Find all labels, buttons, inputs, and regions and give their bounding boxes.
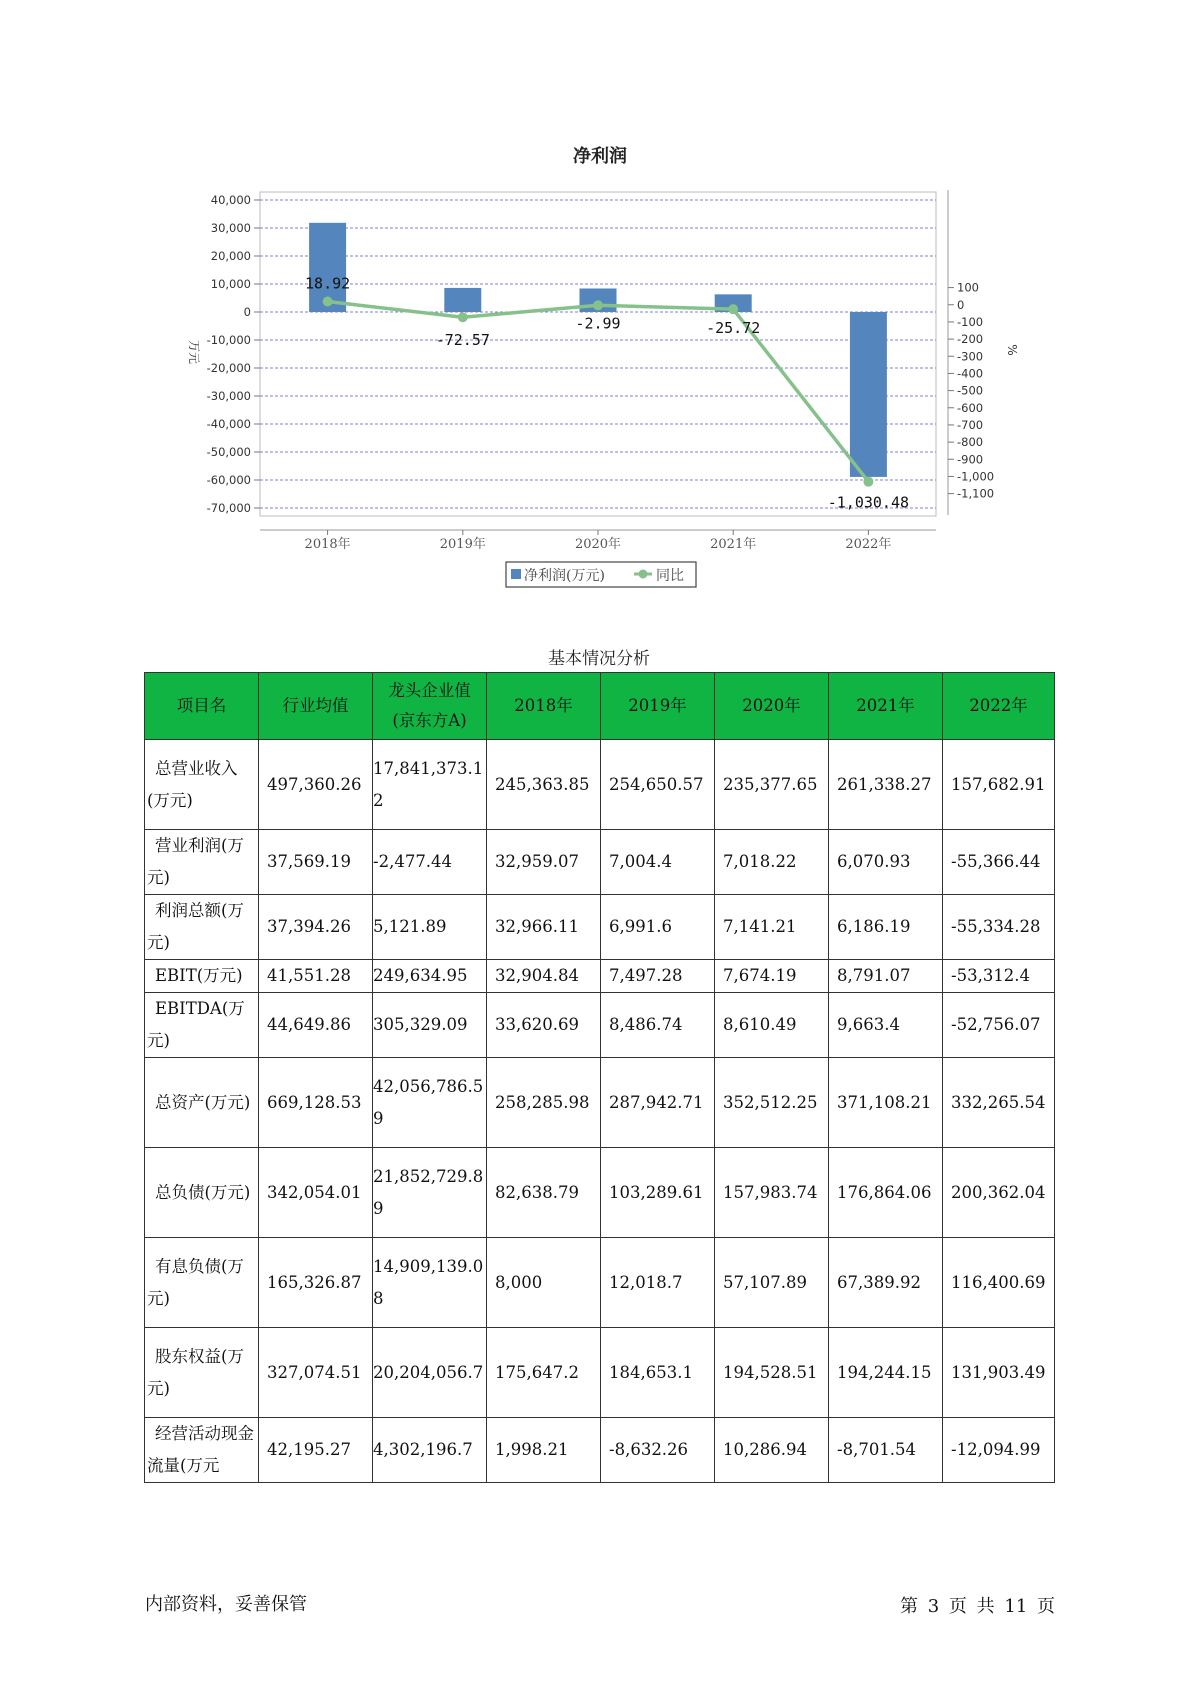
bar-2022年 [850, 312, 887, 477]
table-cell: 497,360.26 [259, 740, 373, 830]
table-cell: -55,334.28 [943, 895, 1055, 960]
row-label: 总营业收入(万元) [145, 740, 259, 830]
table-cell: 194,244.15 [829, 1328, 943, 1418]
yoy-point-2018年 [323, 297, 333, 307]
net-profit-chart [0, 0, 1191, 600]
table-cell: 7,018.22 [715, 830, 829, 895]
chart-legend [506, 562, 696, 587]
table-cell: 32,904.84 [487, 960, 601, 993]
y2-tick-label: 0 [957, 297, 965, 312]
y2-tick-label: -100 [957, 314, 984, 329]
y-tick-label: 20,000 [210, 249, 251, 263]
row-label: 营业利润(万元) [145, 830, 259, 895]
table-cell: 194,528.51 [715, 1328, 829, 1418]
plot-frame [260, 192, 936, 516]
y2-tick-label: -500 [957, 383, 984, 398]
table-cell: 7,141.21 [715, 895, 829, 960]
table-cell: 327,074.51 [259, 1328, 373, 1418]
yoy-point-2022年 [863, 477, 873, 487]
table-cell: 261,338.27 [829, 740, 943, 830]
table-cell: 131,903.49 [943, 1328, 1055, 1418]
table-cell: 7,674.19 [715, 960, 829, 993]
y2-tick-label: 100 [957, 280, 979, 295]
table-cell: 42,195.27 [259, 1418, 373, 1483]
table-cell: 8,000 [487, 1238, 601, 1328]
table-cell: 245,363.85 [487, 740, 601, 830]
chart-grid [260, 192, 936, 516]
row-label: 总资产(万元) [145, 1058, 259, 1148]
table-cell: -8,701.54 [829, 1418, 943, 1483]
table-cell: 37,394.26 [259, 895, 373, 960]
table-cell: 116,400.69 [943, 1238, 1055, 1328]
table-caption: 基本情况分析 [548, 649, 650, 669]
table-cell: 9,663.4 [829, 993, 943, 1058]
yoy-point-2021年 [728, 304, 738, 314]
y-tick-label: -60,000 [206, 473, 251, 487]
yoy-data-label: -72.57 [435, 331, 490, 350]
y-axis-label: 万元 [187, 339, 201, 365]
row-label: EBIT(万元) [145, 960, 259, 993]
table-cell: 332,265.54 [943, 1058, 1055, 1148]
x-tick-label: 2019年 [439, 537, 486, 552]
table-cell: 176,864.06 [829, 1148, 943, 1238]
y-tick-label: -50,000 [206, 445, 251, 459]
y2-tick-label: -300 [957, 349, 984, 364]
table-cell: 235,377.65 [715, 740, 829, 830]
row-label: 总负债(万元) [145, 1148, 259, 1238]
table-cell: 7,004.4 [601, 830, 715, 895]
table-row [145, 740, 1055, 830]
row-label: 股东权益(万元) [145, 1328, 259, 1418]
row-label: 有息负债(万元) [145, 1238, 259, 1328]
yoy-point-2019年 [458, 312, 468, 322]
y-tick-label: 10,000 [210, 277, 251, 291]
table-cell: 8,486.74 [601, 993, 715, 1058]
table-cell: 6,991.6 [601, 895, 715, 960]
table-cell: 157,983.74 [715, 1148, 829, 1238]
table-row [145, 1148, 1055, 1238]
table-cell: 249,634.95 [373, 960, 487, 993]
column-header: 2019年 [601, 673, 715, 740]
table-cell: 103,289.61 [601, 1148, 715, 1238]
table-row [145, 830, 1055, 895]
column-header: 2018年 [487, 673, 601, 740]
table-row [145, 1238, 1055, 1328]
y2-tick-label: -700 [957, 417, 984, 432]
table-cell: -12,094.99 [943, 1418, 1055, 1483]
table-cell: -52,756.07 [943, 993, 1055, 1058]
y-tick-label: -10,000 [206, 333, 251, 347]
table-cell: 12,018.7 [601, 1238, 715, 1328]
footer-confidential-note: 内部资料，妥善保管 [145, 1594, 307, 1615]
table-cell: 258,285.98 [487, 1058, 601, 1148]
table-cell: 165,326.87 [259, 1238, 373, 1328]
y2-tick-label: -200 [957, 332, 984, 347]
table-cell: -8,632.26 [601, 1418, 715, 1483]
table-cell: 42,056,786.59 [373, 1058, 487, 1148]
x-tick-label: 2022年 [845, 537, 892, 552]
legend-label-yoy: 同比 [656, 568, 684, 584]
table-cell: 175,647.2 [487, 1328, 601, 1418]
row-label: EBITDA(万元) [145, 993, 259, 1058]
y-tick-label: -70,000 [206, 501, 251, 515]
table-cell: 371,108.21 [829, 1058, 943, 1148]
table-cell: 254,650.57 [601, 740, 715, 830]
column-header: 龙头企业值(京东方A) [373, 673, 487, 740]
column-header: 2020年 [715, 673, 829, 740]
table-row [145, 993, 1055, 1058]
y-tick-label: 40,000 [210, 193, 251, 207]
table-cell: 21,852,729.89 [373, 1148, 487, 1238]
table-cell: 41,551.28 [259, 960, 373, 993]
table-cell: 32,959.07 [487, 830, 601, 895]
footer-page-number: 第 3 页 共 11 页 [900, 1596, 1055, 1617]
table-row [145, 895, 1055, 960]
y-tick-label: -40,000 [206, 417, 251, 431]
chart-title: 净利润 [573, 146, 627, 167]
y2-tick-label: -1,000 [957, 469, 995, 484]
table-cell: 4,302,196.7 [373, 1418, 487, 1483]
table-row [145, 960, 1055, 993]
yoy-point-2020年 [593, 300, 603, 310]
table-cell: 669,128.53 [259, 1058, 373, 1148]
table-cell: 20,204,056.7 [373, 1328, 487, 1418]
table-cell: 82,638.79 [487, 1148, 601, 1238]
table-header-row [145, 673, 1055, 740]
table-row [145, 1328, 1055, 1418]
table-cell: 287,942.71 [601, 1058, 715, 1148]
bar-2019年 [444, 288, 481, 312]
y2-axis-label: % [1005, 344, 1019, 356]
legend-bar-swatch [511, 569, 521, 579]
table-cell: 8,610.49 [715, 993, 829, 1058]
y2-tick-label: -800 [957, 435, 984, 450]
table-cell: 10,286.94 [715, 1418, 829, 1483]
table-cell: 184,653.1 [601, 1328, 715, 1418]
table-cell: 6,186.19 [829, 895, 943, 960]
yoy-data-label: -25.72 [706, 319, 761, 338]
x-tick-label: 2020年 [574, 537, 622, 552]
y2-tick-label: -900 [957, 452, 984, 467]
table-cell: 57,107.89 [715, 1238, 829, 1328]
row-label: 经营活动现金流量(万元 [145, 1418, 259, 1483]
table-cell: 17,841,373.12 [373, 740, 487, 830]
table-row [145, 1058, 1055, 1148]
column-header: 2022年 [943, 673, 1055, 740]
table-cell: 7,497.28 [601, 960, 715, 993]
table-row [145, 1418, 1055, 1483]
table-cell: 352,512.25 [715, 1058, 829, 1148]
table-cell: 32,966.11 [487, 895, 601, 960]
x-tick-label: 2018年 [304, 537, 351, 552]
table-cell: 200,362.04 [943, 1148, 1055, 1238]
y-tick-label: -30,000 [206, 389, 251, 403]
table-cell: 157,682.91 [943, 740, 1055, 830]
table-cell: 305,329.09 [373, 993, 487, 1058]
table-cell: 342,054.01 [259, 1148, 373, 1238]
x-tick-label: 2021年 [710, 537, 757, 552]
table-cell: 5,121.89 [373, 895, 487, 960]
table-cell: 8,791.07 [829, 960, 943, 993]
yoy-data-label: -2.99 [575, 314, 621, 333]
table-cell: 1,998.21 [487, 1418, 601, 1483]
table-cell: 6,070.93 [829, 830, 943, 895]
table-cell: 37,569.19 [259, 830, 373, 895]
y-tick-label: 30,000 [210, 221, 251, 235]
table-cell: 67,389.92 [829, 1238, 943, 1328]
table-cell: 14,909,139.08 [373, 1238, 487, 1328]
table-cell: 44,649.86 [259, 993, 373, 1058]
yoy-data-label: 18.92 [305, 274, 351, 293]
table-cell: 33,620.69 [487, 993, 601, 1058]
yoy-data-label: -1,030.48 [827, 493, 910, 512]
table-cell: -53,312.4 [943, 960, 1055, 993]
legend-label-net-profit: 净利润(万元) [524, 568, 605, 584]
table-cell: -2,477.44 [373, 830, 487, 895]
y2-tick-label: -600 [957, 400, 984, 415]
y-tick-label: -20,000 [206, 361, 251, 375]
y-tick-label: 0 [243, 305, 251, 319]
column-header: 项目名 [145, 673, 259, 740]
column-header: 行业均值 [259, 673, 373, 740]
bar-series [309, 223, 887, 477]
column-header: 2021年 [829, 673, 943, 740]
table-cell: -55,366.44 [943, 830, 1055, 895]
y2-tick-label: -1,100 [957, 486, 995, 501]
row-label: 利润总额(万元) [145, 895, 259, 960]
y2-tick-label: -400 [957, 366, 984, 381]
basic-analysis-table [144, 672, 1055, 1483]
